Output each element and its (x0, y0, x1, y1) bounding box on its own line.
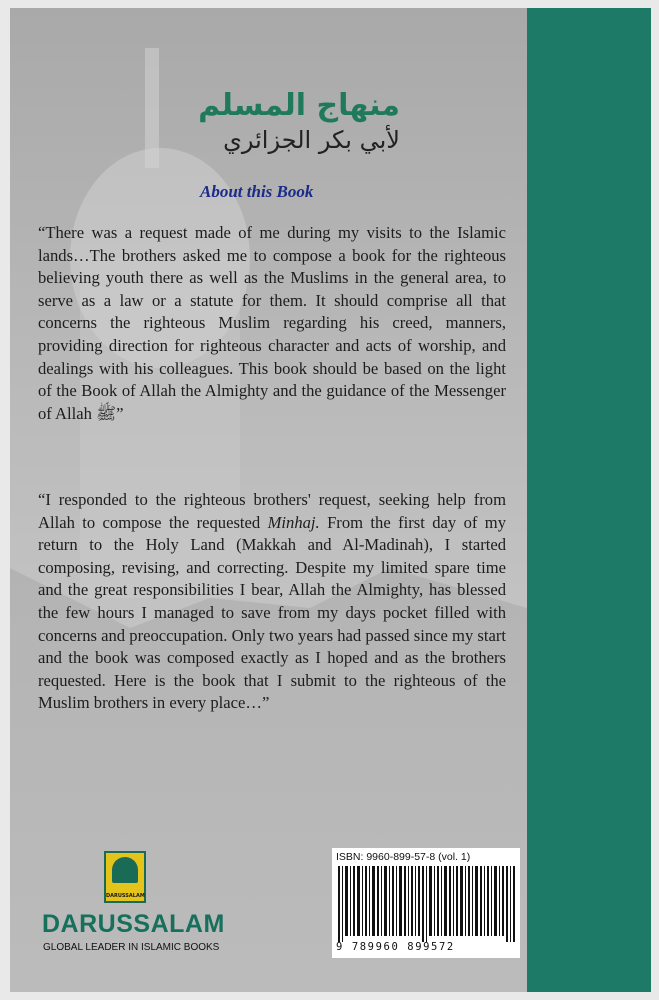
description-paragraph-1: “There was a request made of me during my visits to the Islamic lands…The brothers asked me to compose a book for the righteous believing youth there as well as the Muslims in the general area, to serve as a law or a statute for them. It should comprise all that concerns the righteous Muslim regarding his creed, manners, providing direction for righteous character and acts of worship, and dealings with his colleagues. This book should be based on the light of the Book of Allah the Almighty and the guidance of the Messenger of Allah ﷺ” (38, 223, 506, 423)
book-back-cover (10, 8, 651, 992)
paragraph-2-end: From the first day of my return to the Holy Land (Makkah and Al-Madinah), I started composing, revising, and correcting. Despite my limited spare time and the great responsibilities I bear, Allah the Almighty, has blessed the few hours I managed to save from my days pocket filled with concerns and preoccupation. Only two years had passed since my start and the book was composed exactly as I hoped and as the brothers requested. Here is the book that I submit to the righteous of the Muslim brothers in every place…” (38, 512, 506, 713)
paragraph-2-italic-title: Minhaj. (267, 512, 320, 532)
description-paragraph-2 (38, 489, 506, 715)
spine-color-band (527, 8, 651, 992)
logo-text: DARUSSALAM (106, 893, 145, 899)
dome-shape (112, 857, 138, 883)
barcode-icon (336, 866, 516, 942)
isbn-number: ISBN: 9960-899-57-8 (vol. 1) (336, 851, 471, 863)
arabic-title: منهاج المسلم (198, 88, 400, 123)
arabic-author: لأبي بكر الجزائري (223, 126, 400, 154)
paragraph-2-start: “I responded to the righteous brothers' request, seeking help from Allah to compose the requested (38, 490, 506, 532)
barcode-number: 9 789960 899572 (336, 941, 455, 953)
publisher-name: DARUSSALAM (42, 910, 225, 938)
isbn-barcode-block (332, 848, 520, 958)
publisher-logo-icon (104, 851, 146, 903)
section-heading: About this Book (200, 182, 314, 201)
publisher-tagline: GLOBAL LEADER IN ISLAMIC BOOKS (43, 942, 220, 953)
